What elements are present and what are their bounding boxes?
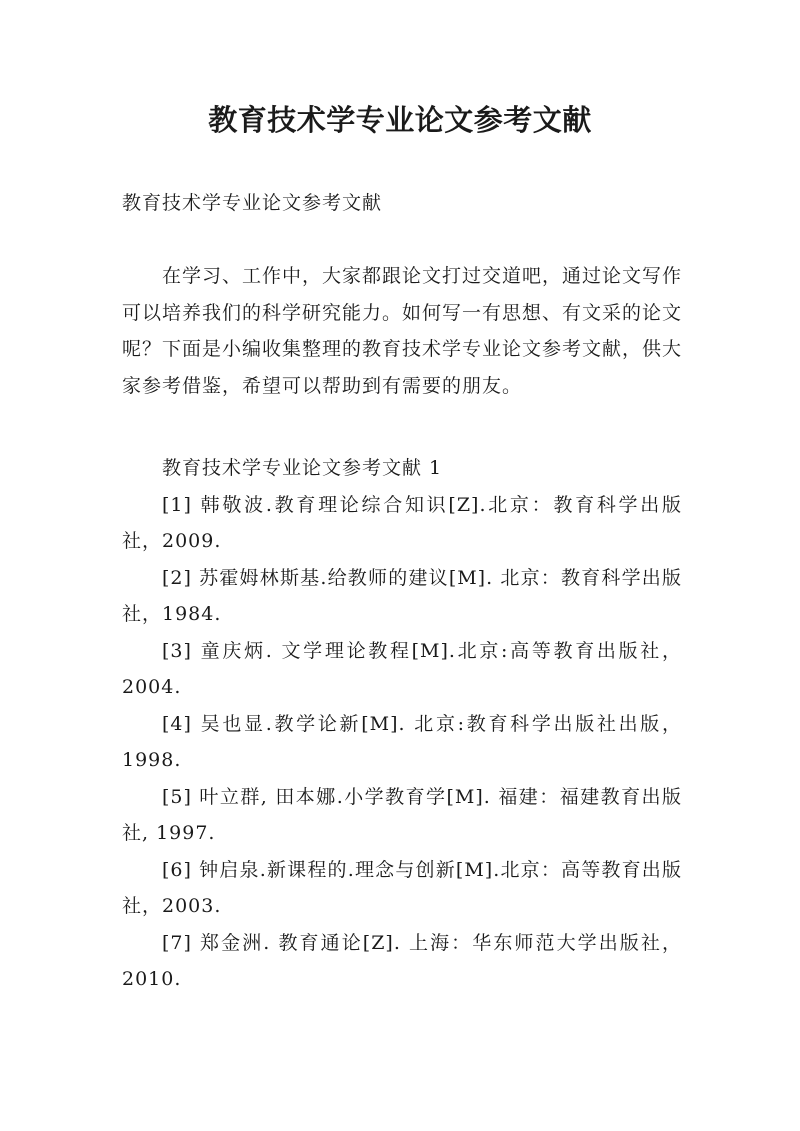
reference-item: [5] 叶立群, 田本娜.小学教育学[M]. 福建：福建教育出版社, 1997. bbox=[122, 785, 682, 844]
intro-paragraph: 在学习、工作中，大家都跟论文打过交道吧，通过论文写作可以培养我们的科学研究能力。如何写一有思想、有文采的论文呢？下面是小编收集整理的教育技术学专业论文参考文献，供大家参考借鉴，希望可以帮助到有需要的朋友。 bbox=[122, 265, 683, 397]
reference-item: [1] 韩敬波.教育理论综合知识[Z].北京：教育科学出版社，2009. bbox=[122, 493, 682, 552]
document-subtitle: 教育技术学专业论文参考文献 bbox=[122, 192, 383, 214]
document-title: 教育技术学专业论文参考文献 bbox=[208, 103, 592, 137]
section-heading: 教育技术学专业论文参考文献 1 bbox=[162, 457, 443, 479]
reference-list bbox=[122, 487, 682, 998]
reference-item: [3] 童庆炳. 文学理论教程[M].北京:高等教育出版社，2004. bbox=[122, 639, 682, 698]
reference-item: [2] 苏霍姆林斯基.给教师的建议[M]. 北京：教育科学出版社，1984. bbox=[122, 566, 682, 625]
reference-item: [4] 吴也显.教学论新[M]. 北京:教育科学出版社出版，1998. bbox=[122, 712, 682, 771]
reference-item: [7] 郑金洲. 教育通论[Z]. 上海：华东师范大学出版社，2010. bbox=[122, 931, 682, 990]
reference-item: [6] 钟启泉.新课程的.理念与创新[M].北京：高等教育出版社，2003. bbox=[122, 858, 682, 917]
references-section bbox=[122, 450, 682, 998]
